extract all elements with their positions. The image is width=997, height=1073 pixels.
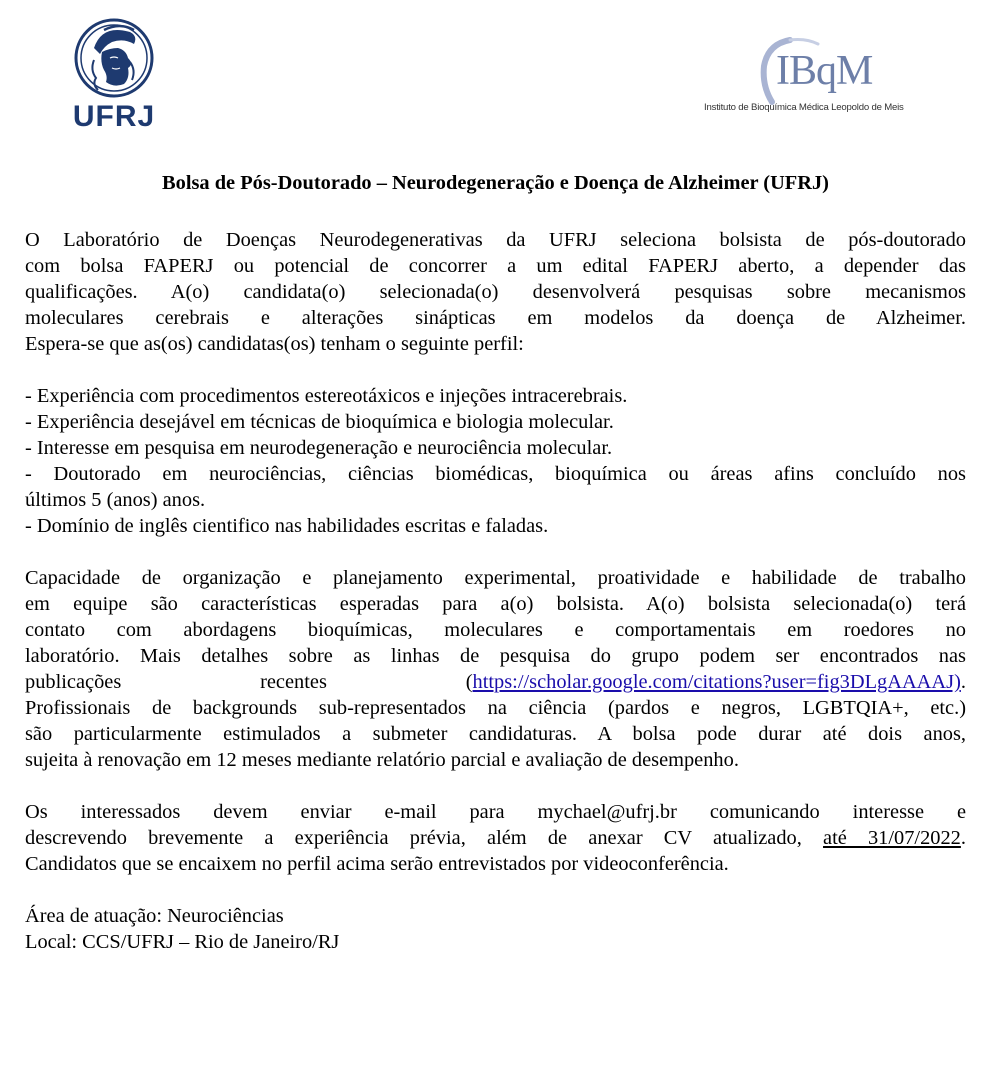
details-line: Profissionais de backgrounds sub-representados na ciência (pardos e negros, LGBTQIA+, etc.) xyxy=(25,697,966,719)
application-line xyxy=(25,825,966,851)
requirements-list xyxy=(25,383,966,539)
area-of-activity: Área de atuação: Neurociências xyxy=(25,905,284,927)
details-line: em equipe são características esperadas para a(o) bolsista. A(o) bolsista selecionada(o) terá xyxy=(25,593,966,615)
document-title: Bolsa de Pós-Doutorado – Neurodegeneração e Doença de Alzheimer (UFRJ) xyxy=(162,172,829,194)
details-line: são particularmente estimulados a submeter candidaturas. A bolsa pode durar até dois anos, xyxy=(25,723,966,745)
document-body xyxy=(25,170,966,955)
details-line: laboratório. Mais detalhes sobre as linhas de pesquisa do grupo podem ser encontrados nas xyxy=(25,645,966,667)
profile-lead: Espera-se que as(os) candidatas(os) tenham o seguinte perfil: xyxy=(25,333,524,355)
ibqm-tagline: Instituto de Bioquímica Médica Leopoldo de Meis xyxy=(704,102,904,113)
requirement-item-continuation: últimos 5 (anos) anos. xyxy=(25,489,206,511)
requirement-item: - Experiência com procedimentos estereotáxicos e injeções intracerebrais. xyxy=(25,385,628,407)
ufrj-wordmark: UFRJ xyxy=(72,100,156,133)
link-period: . xyxy=(960,671,966,693)
details-link-line xyxy=(25,669,966,695)
ibqm-wordmark: IBqM xyxy=(776,48,873,94)
footer-info xyxy=(25,903,966,955)
requirement-item: - Doutorado em neurociências, ciências biomédicas, bioquímica ou áreas afins concluído nos xyxy=(25,463,966,485)
intro-line: qualificações. A(o) candidata(o) selecionada(o) desenvolverá pesquisas sobre mecanismos xyxy=(25,281,966,303)
application-line: Candidatos que se encaixem no perfil acima serão entrevistados por videoconferência. xyxy=(25,853,729,875)
details-word: recentes xyxy=(260,671,327,693)
requirement-item: - Domínio de inglês cientifico nas habilidades escritas e faladas. xyxy=(25,515,549,537)
details-line: contato com abordagens bioquímicas, moleculares e comportamentais em roedores no xyxy=(25,619,966,641)
requirement-item: - Experiência desejável em técnicas de bioquímica e biologia molecular. xyxy=(25,411,614,433)
intro-line: O Laboratório de Doenças Neurodegenerativas da UFRJ seleciona bolsista de pós-doutorado xyxy=(25,229,966,251)
intro-line: com bolsa FAPERJ ou potencial de concorrer a um edital FAPERJ aberto, a depender das xyxy=(25,255,966,277)
link-paren: ( xyxy=(465,671,473,693)
minerva-emblem-icon xyxy=(64,18,164,102)
requirement-item: - Interesse em pesquisa em neurodegeneração e neurociência molecular. xyxy=(25,437,613,459)
details-word: publicações xyxy=(25,671,122,693)
details-line: sujeita à renovação em 12 meses mediante relatório parcial e avaliação de desempenho. xyxy=(25,749,739,771)
intro-paragraph xyxy=(25,227,966,357)
ibqm-logo xyxy=(700,34,940,119)
location: Local: CCS/UFRJ – Rio de Janeiro/RJ xyxy=(25,931,340,953)
intro-line: moleculares cerebrais e alterações sinápticas em modelos da doença de Alzheimer. xyxy=(25,307,966,329)
details-paragraph xyxy=(25,565,966,773)
application-line: Os interessados devem enviar e-mail para mychael@ufrj.br comunicando interesse e xyxy=(25,801,966,823)
deadline-date: até 31/07/2022 xyxy=(823,827,961,849)
application-period: . xyxy=(960,827,966,849)
application-paragraph xyxy=(25,799,966,877)
application-text: descrevendo brevemente a experiência prévia, além de anexar CV atualizado, xyxy=(25,827,824,849)
ufrj-logo xyxy=(64,18,164,136)
google-scholar-link[interactable]: https://scholar.google.com/citations?user=fig3DLgAAAAJ) xyxy=(472,671,961,693)
details-line: Capacidade de organização e planejamento experimental, proatividade e habilidade de trabalho xyxy=(25,567,966,589)
